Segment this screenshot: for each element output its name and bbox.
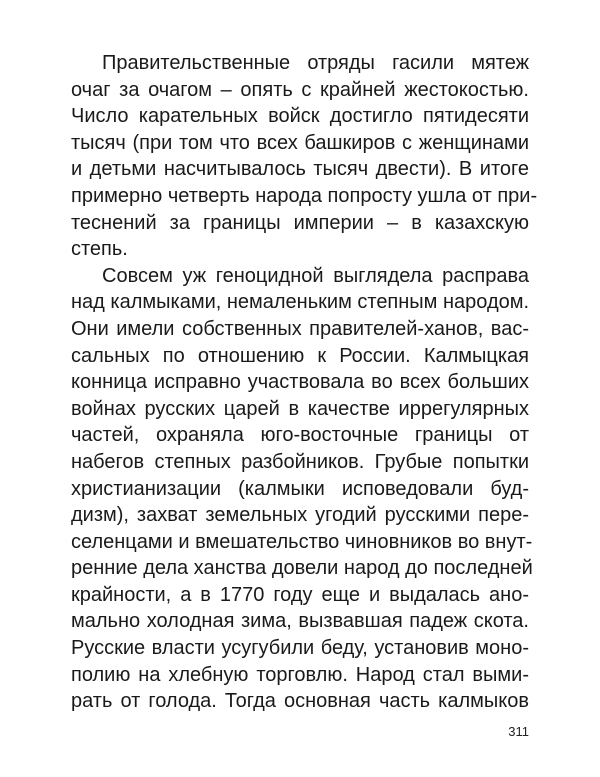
- text-line: очаг за очагом – опять с крайней жестокостью.: [71, 78, 529, 101]
- text-line: полию на хлебную торговлю. Народ стал выми-: [71, 663, 529, 686]
- text-line: селенцами и вмешательство чиновников во внут-: [71, 530, 533, 553]
- text-line: степь.: [71, 238, 128, 261]
- text-line: теснений за границы империи – в казахскую: [71, 211, 529, 234]
- text-line: Число карательных войск достигло пятидесяти: [71, 105, 529, 128]
- text-line: крайности, а в 1770 году еще и выдалась ано-: [71, 583, 529, 606]
- text-line: Русские власти усугубили беду, установив моно-: [71, 637, 529, 660]
- text-line: мально холодная зима, вызвавшая падеж скота.: [71, 610, 529, 633]
- text-line: частей, охраняла юго-восточные границы от: [71, 424, 529, 447]
- text-line: Правительственные отряды гасили мятеж: [102, 52, 529, 74]
- text-line: Они имели собственных правителей-ханов, вас-: [71, 317, 529, 340]
- text-line: над калмыками, немаленьким степным народом.: [71, 291, 530, 314]
- page-number: 311: [508, 724, 529, 739]
- text-line: примерно четверть народа попросту ушла от при-: [71, 184, 538, 207]
- text-line: ренние дела ханства довели народ до последней: [71, 557, 533, 580]
- text-line: конница исправно участвовала во всех больших: [71, 371, 529, 394]
- text-line: христианизации (калмыки исповедовали буд-: [71, 477, 529, 500]
- text-line: рать от голода. Тогда основная часть калмыков: [71, 690, 529, 713]
- text-line: и детьми насчитывалось тысяч двести). В итоге: [71, 158, 529, 181]
- text-line: сальных по отношению к России. Калмыцкая: [71, 344, 529, 367]
- text-line: набегов степных разбойников. Грубые попытки: [71, 450, 529, 473]
- text-line: Совсем уж геноцидной выглядела расправа: [102, 264, 529, 287]
- text-line: дизм), захват земельных угодий русскими пере-: [71, 504, 529, 527]
- text-line: войнах русских царей в качестве иррегулярных: [71, 397, 529, 420]
- body-text: [71, 50, 538, 715]
- text-line: тысяч (при том что всех башкиров с женщинами: [71, 131, 529, 154]
